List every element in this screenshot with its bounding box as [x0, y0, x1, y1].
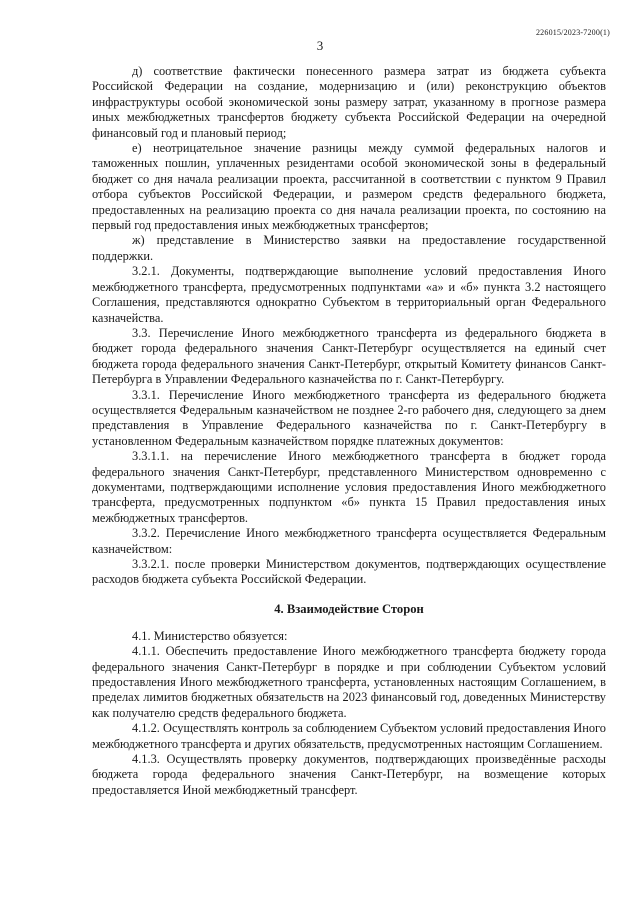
paragraph-4-1-3: 4.1.3. Осуществлять проверку документов, подтверждающих произведённые расходы бюджета города федерального значения Санкт-Петербург, на возмещение которых предоставляется Иной межбюджетный трансферт. — [92, 752, 606, 797]
page-number: 3 — [316, 38, 324, 53]
paragraph-3-2-1: 3.2.1. Документы, подтверждающие выполнение условий предоставления Иного межбюджетного трансферта, предусмотренных подпунктами «а» и «б» пункта 3.2 настоящего Соглашения, представляются однократно Субъектом в территориальный орган Федерального казначейства. — [92, 264, 606, 325]
paragraph-4-1-2: 4.1.2. Осуществлять контроль за соблюдением Субъектом условий предоставления Иного межбюджетного трансферта и других обязательств, предусмотренных настоящим Соглашением. — [92, 721, 606, 751]
paragraph-zh: ж) представление в Министерство заявки на предоставление государственной поддержки. — [92, 233, 606, 263]
paragraph-3-3-1: 3.3.1. Перечисление Иного межбюджетного трансферта из федерального бюджета осуществляется Федеральным казначейством не позднее 2-го рабочего дня, следующего за днем представления в Управление Федерального казначейства по г. Санкт-Петербургу в установленном Федеральным казначейством порядке платежных документов: — [92, 387, 606, 448]
paragraph-3-3-2-1: 3.3.2.1. после проверки Министерством документов, подтверждающих осуществление расходов бюджета субъекта Российской Федерации. — [92, 557, 606, 587]
paragraph-e: е) неотрицательное значение разницы между суммой федеральных налогов и таможенных пошлин, уплаченных резидентами особой экономической зоны в федеральный бюджет со дня начала реализации проекта, рассчитанной в соответствии с пунктом 9 Правил отбора субъектов Российской Федерации, и размером средств федерального бюджета, предоставленных на реализацию проекта со дня начала реализации проекта, по состоянию на первый год предоставления иных межбюджетных трансфертов; — [92, 141, 606, 233]
paragraph-3-3-2: 3.3.2. Перечисление Иного межбюджетного трансферта осуществляется Федеральным казначейством: — [92, 526, 606, 556]
document-body — [92, 64, 606, 798]
paragraph-4-1-1: 4.1.1. Обеспечить предоставление Иного межбюджетного трансферта бюджету города федерального значения Санкт-Петербург в порядке и при соблюдении Субъектом условий предоставления Иного межбюджетного трансферта, установленных настоящим Соглашением, в пределах лимитов бюджетных обязательств на 2023 финансовый год, доведенных Министерству как получателю средств федерального бюджета. — [92, 644, 606, 720]
paragraph-4-1: 4.1. Министерство обязуется: — [132, 628, 288, 643]
document-number: 226015/2023-7200(1) — [535, 28, 610, 37]
section-heading: 4. Взаимодействие Сторон — [274, 601, 424, 616]
paragraph-3-3: 3.3. Перечисление Иного межбюджетного трансферта из федерального бюджета в бюджет города федерального значения Санкт-Петербург осуществляется на единый счет бюджета города федерального значения Санкт-Петербург, открытый Комитету финансов Санкт-Петербурга в Управлении Федерального казначейства по г. Санкт-Петербургу. — [92, 325, 606, 387]
paragraph-3-3-1-1: 3.3.1.1. на перечисление Иного межбюджетного трансферта в бюджет города федерального значения Санкт-Петербург, представленного Министерством одновременно с документами, подтверждающими исполнение условия предоставления Иного межбюджетного трансферта, предусмотренных подпунктом «б» пункта 15 Правил предоставления иных межбюджетных трансфертов. — [92, 449, 606, 525]
paragraph-d: д) соответствие фактически понесенного размера затрат из бюджета субъекта Российской Федерации на создание, модернизацию и (или) реконструкцию объектов инфраструктуры особой экономической зоны размеру затрат, указанному в прогнозе размера иных межбюджетных трансфертов бюджету субъекта Российской Федерации на очередной финансовый год и плановый период; — [92, 64, 606, 140]
